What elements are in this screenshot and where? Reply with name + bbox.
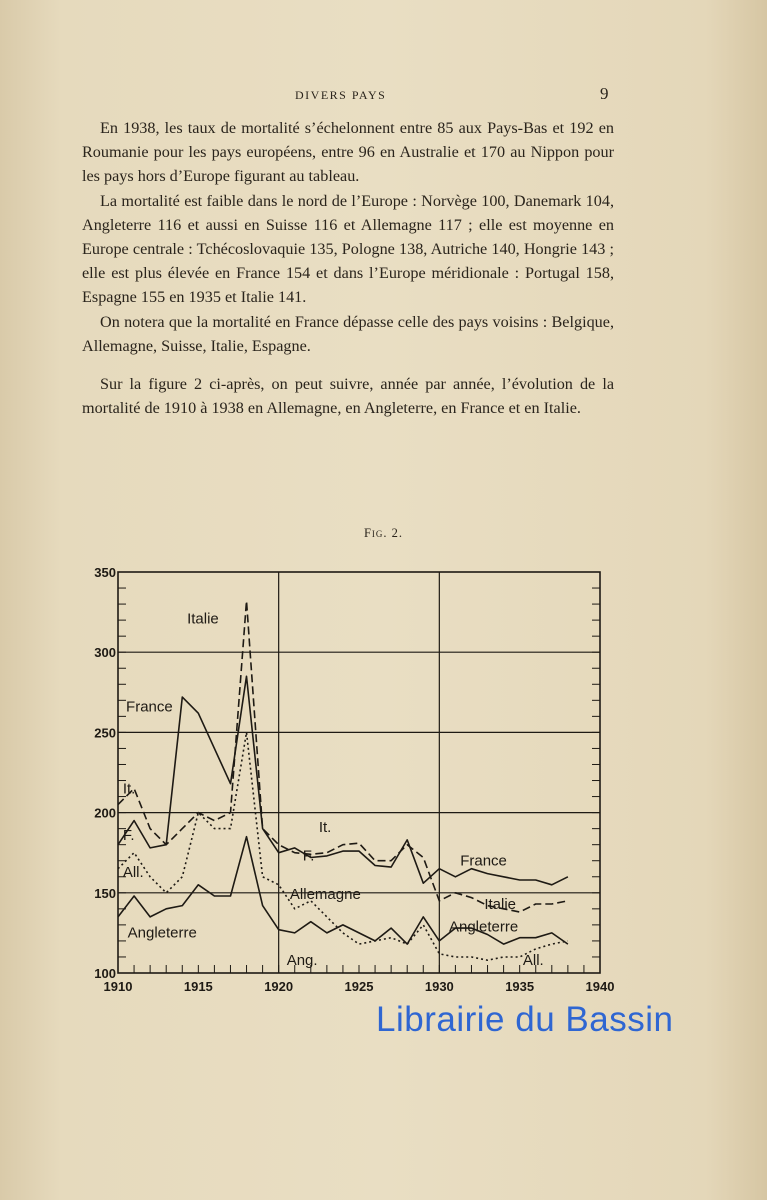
x-tick-label: 1935 [505,979,535,994]
x-tick-label: 1930 [424,979,454,994]
curve-label: Ang. [286,951,318,969]
curve-label: France [460,852,507,870]
y-tick-label: 250 [94,725,116,741]
chart-svg [80,560,620,1010]
paragraph-3: On notera que la mortalité en France dépasse celle des pays voisins : Belgique, Allemagne, Suisse, Italie, Espagne. [82,312,614,355]
curve-label: It. [318,818,332,836]
curve-label: Angleterre [448,918,519,936]
curve-label: Angleterre [127,924,197,942]
paragraph-1: En 1938, les taux de mortalité s’échelonnent entre 85 aux Pays-Bas et 192 en Roumanie pour les pays européens, entre 96 en Australie et 170 au Nippon pour les pays hors d’Europe figurant au tableau. [82,119,614,186]
curve-label: Italie [484,895,517,913]
curve-label: F. [302,847,315,865]
y-tick-label: 100 [94,966,116,981]
paragraph-2: La mortalité est faible dans le nord de l’Europe : Norvège 100, Danemark 104, Angleterre 116 et aussi en Suisse 116 et Allemagne 117 ; elle est moyenne en Europe centrale : Tchécoslovaquie 135, Pologne 138, Autriche 140, Hongrie 143 ; elle est plus élevée en France 154 et dans l’Europe méridionale : Portugal 158, Espagne 155 en 1935 et Italie 141. [82,191,614,307]
x-tick-label: 1915 [183,979,213,994]
y-tick-label: 150 [94,885,116,901]
curve-label: All. [122,863,144,881]
curve-label: Allemagne [289,886,361,904]
figure-caption: Fig. 2. [363,526,404,540]
plot-frame [118,572,600,973]
page-number: 9 [600,84,609,103]
curve-label: It. [122,780,136,798]
curve-label: Italie [187,610,219,628]
y-tick-label: 350 [94,565,116,580]
x-tick-label: 1940 [585,979,615,994]
paragraph-4: Sur la figure 2 ci-après, on peut suivre, année par année, l’évolution de la mortalité de 1910 à 1938 en Allemagne, en Angleterre, en France et en Italie. [82,375,614,418]
curve-label: France [126,698,173,716]
curve-label: All. [522,951,544,969]
mortality-chart [80,560,620,1015]
running-title: DIVERS PAYS [295,88,387,102]
x-tick-label: 1910 [103,979,133,994]
body-text [82,116,614,420]
y-tick-label: 300 [94,645,116,661]
x-tick-label: 1925 [344,979,374,994]
curve-label: F. [122,826,135,844]
x-tick-label: 1920 [264,979,294,994]
running-head [0,84,767,108]
y-tick-label: 200 [94,805,116,821]
watermark: Librairie du Bassin [376,1000,674,1039]
